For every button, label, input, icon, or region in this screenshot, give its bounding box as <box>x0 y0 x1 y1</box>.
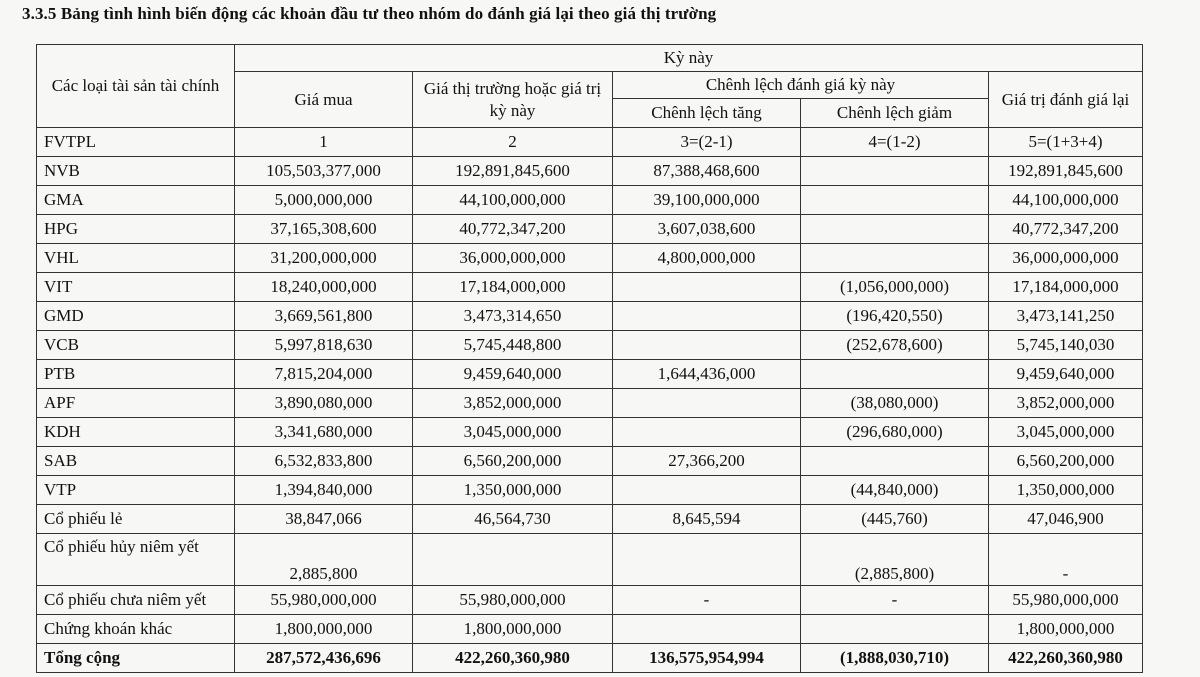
table-row <box>37 505 1143 534</box>
header-increase: Chênh lệch tăng <box>613 99 801 128</box>
cell-purchase: 37,165,308,600 <box>235 215 413 244</box>
total-revalued: 422,260,360,980 <box>989 644 1143 673</box>
formula-c5: 5=(1+3+4) <box>989 128 1143 157</box>
cell-increase: 39,100,000,000 <box>613 186 801 215</box>
cell-increase <box>613 389 801 418</box>
total-purchase: 287,572,436,696 <box>235 644 413 673</box>
header-asset-type: Các loại tài sản tài chính <box>37 45 235 128</box>
cell-purchase: 18,240,000,000 <box>235 273 413 302</box>
row-name: NVB <box>37 157 235 186</box>
cell-market: 44,100,000,000 <box>413 186 613 215</box>
cell-revalued: 1,350,000,000 <box>989 476 1143 505</box>
table-row <box>37 360 1143 389</box>
total-decrease: (1,888,030,710) <box>801 644 989 673</box>
header-market-value: Giá thị trường hoặc giá trị kỳ này <box>413 72 613 128</box>
cell-purchase: 55,980,000,000 <box>235 586 413 615</box>
cell-revalued: 55,980,000,000 <box>989 586 1143 615</box>
row-name: VIT <box>37 273 235 302</box>
row-name: Cổ phiếu chưa niêm yết <box>37 586 235 615</box>
cell-increase <box>613 476 801 505</box>
row-name: PTB <box>37 360 235 389</box>
cell-purchase: 5,000,000,000 <box>235 186 413 215</box>
row-name: KDH <box>37 418 235 447</box>
row-name: VHL <box>37 244 235 273</box>
cell-revalued: 3,852,000,000 <box>989 389 1143 418</box>
cell-revalued: 44,100,000,000 <box>989 186 1143 215</box>
cell-increase <box>613 418 801 447</box>
total-market: 422,260,360,980 <box>413 644 613 673</box>
row-name: GMA <box>37 186 235 215</box>
cell-market: 55,980,000,000 <box>413 586 613 615</box>
table-row <box>37 534 1143 586</box>
row-name: SAB <box>37 447 235 476</box>
cell-decrease: (38,080,000) <box>801 389 989 418</box>
row-name: Cổ phiếu lẻ <box>37 505 235 534</box>
cell-decrease: (1,056,000,000) <box>801 273 989 302</box>
table-row <box>37 389 1143 418</box>
cell-revalued: 5,745,140,030 <box>989 331 1143 360</box>
header-revaluation-diff: Chênh lệch đánh giá kỳ này <box>613 72 989 99</box>
cell-revalued: 40,772,347,200 <box>989 215 1143 244</box>
cell-market: 192,891,845,600 <box>413 157 613 186</box>
cell-increase <box>613 331 801 360</box>
cell-market: 1,800,000,000 <box>413 615 613 644</box>
cell-revalued: 192,891,845,600 <box>989 157 1143 186</box>
cell-revalued: 3,045,000,000 <box>989 418 1143 447</box>
header-purchase-price: Giá mua <box>235 72 413 128</box>
cell-decrease <box>801 447 989 476</box>
cell-purchase: 31,200,000,000 <box>235 244 413 273</box>
cell-market: 9,459,640,000 <box>413 360 613 389</box>
table-row <box>37 476 1143 505</box>
formula-c4: 4=(1-2) <box>801 128 989 157</box>
total-increase: 136,575,954,994 <box>613 644 801 673</box>
section-title: 3.3.5 Bảng tình hình biến động các khoản đầu tư theo nhóm do đánh giá lại theo giá thị trường <box>22 4 717 23</box>
cell-market: 6,560,200,000 <box>413 447 613 476</box>
cell-purchase: 3,890,080,000 <box>235 389 413 418</box>
cell-purchase: 1,394,840,000 <box>235 476 413 505</box>
cell-decrease: - <box>801 586 989 615</box>
formula-c2: 2 <box>413 128 613 157</box>
cell-purchase: 105,503,377,000 <box>235 157 413 186</box>
table-row <box>37 273 1143 302</box>
cell-revalued: 9,459,640,000 <box>989 360 1143 389</box>
cell-market: 1,350,000,000 <box>413 476 613 505</box>
table-row <box>37 331 1143 360</box>
cell-market: 3,473,314,650 <box>413 302 613 331</box>
cell-market: 36,000,000,000 <box>413 244 613 273</box>
cell-increase: 27,366,200 <box>613 447 801 476</box>
header-decrease: Chênh lệch giảm <box>801 99 989 128</box>
cell-decrease <box>801 360 989 389</box>
table-row <box>37 615 1143 644</box>
formula-c1: 1 <box>235 128 413 157</box>
cell-revalued: 47,046,900 <box>989 505 1143 534</box>
cell-increase <box>613 302 801 331</box>
cell-decrease: (445,760) <box>801 505 989 534</box>
header-period: Kỳ này <box>235 45 1143 72</box>
cell-increase: 8,645,594 <box>613 505 801 534</box>
table-row <box>37 447 1143 476</box>
cell-increase: 4,800,000,000 <box>613 244 801 273</box>
cell-market: 3,045,000,000 <box>413 418 613 447</box>
cell-decrease: (2,885,800) <box>801 534 989 586</box>
total-row <box>37 644 1143 673</box>
cell-purchase: 6,532,833,800 <box>235 447 413 476</box>
cell-purchase: 1,800,000,000 <box>235 615 413 644</box>
cell-market: 3,852,000,000 <box>413 389 613 418</box>
investment-revaluation-table <box>36 44 1143 673</box>
cell-decrease: (44,840,000) <box>801 476 989 505</box>
cell-revalued: 1,800,000,000 <box>989 615 1143 644</box>
cell-revalued: 3,473,141,250 <box>989 302 1143 331</box>
cell-purchase: 2,885,800 <box>235 534 413 586</box>
row-name: GMD <box>37 302 235 331</box>
table-row <box>37 418 1143 447</box>
cell-market: 5,745,448,800 <box>413 331 613 360</box>
cell-increase <box>613 615 801 644</box>
table-row <box>37 302 1143 331</box>
table-row <box>37 157 1143 186</box>
cell-increase: 87,388,468,600 <box>613 157 801 186</box>
cell-decrease: (296,680,000) <box>801 418 989 447</box>
cell-increase <box>613 534 801 586</box>
total-label: Tổng cộng <box>37 644 235 673</box>
formula-c3: 3=(2-1) <box>613 128 801 157</box>
cell-decrease <box>801 157 989 186</box>
cell-market: 46,564,730 <box>413 505 613 534</box>
cell-market <box>413 534 613 586</box>
row-name: Cổ phiếu hủy niêm yết <box>37 534 235 586</box>
table-row <box>37 186 1143 215</box>
cell-revalued: - <box>989 534 1143 586</box>
formula-row <box>37 128 1143 157</box>
row-name: VCB <box>37 331 235 360</box>
cell-increase: 1,644,436,000 <box>613 360 801 389</box>
header-revalued-value: Giá trị đánh giá lại <box>989 72 1143 128</box>
cell-decrease: (252,678,600) <box>801 331 989 360</box>
cell-decrease <box>801 615 989 644</box>
cell-purchase: 7,815,204,000 <box>235 360 413 389</box>
cell-decrease <box>801 215 989 244</box>
cell-decrease <box>801 244 989 273</box>
row-name: APF <box>37 389 235 418</box>
cell-revalued: 6,560,200,000 <box>989 447 1143 476</box>
cell-purchase: 38,847,066 <box>235 505 413 534</box>
cell-increase: - <box>613 586 801 615</box>
cell-purchase: 3,341,680,000 <box>235 418 413 447</box>
cell-purchase: 5,997,818,630 <box>235 331 413 360</box>
cell-purchase: 3,669,561,800 <box>235 302 413 331</box>
cell-increase <box>613 273 801 302</box>
row-name: Chứng khoán khác <box>37 615 235 644</box>
row-name: HPG <box>37 215 235 244</box>
cell-revalued: 17,184,000,000 <box>989 273 1143 302</box>
table-row <box>37 215 1143 244</box>
table-row <box>37 586 1143 615</box>
cell-revalued: 36,000,000,000 <box>989 244 1143 273</box>
cell-market: 17,184,000,000 <box>413 273 613 302</box>
table-row <box>37 244 1143 273</box>
cell-decrease <box>801 186 989 215</box>
cell-decrease: (196,420,550) <box>801 302 989 331</box>
cell-increase: 3,607,038,600 <box>613 215 801 244</box>
row-name: VTP <box>37 476 235 505</box>
formula-label: FVTPL <box>37 128 235 157</box>
cell-market: 40,772,347,200 <box>413 215 613 244</box>
